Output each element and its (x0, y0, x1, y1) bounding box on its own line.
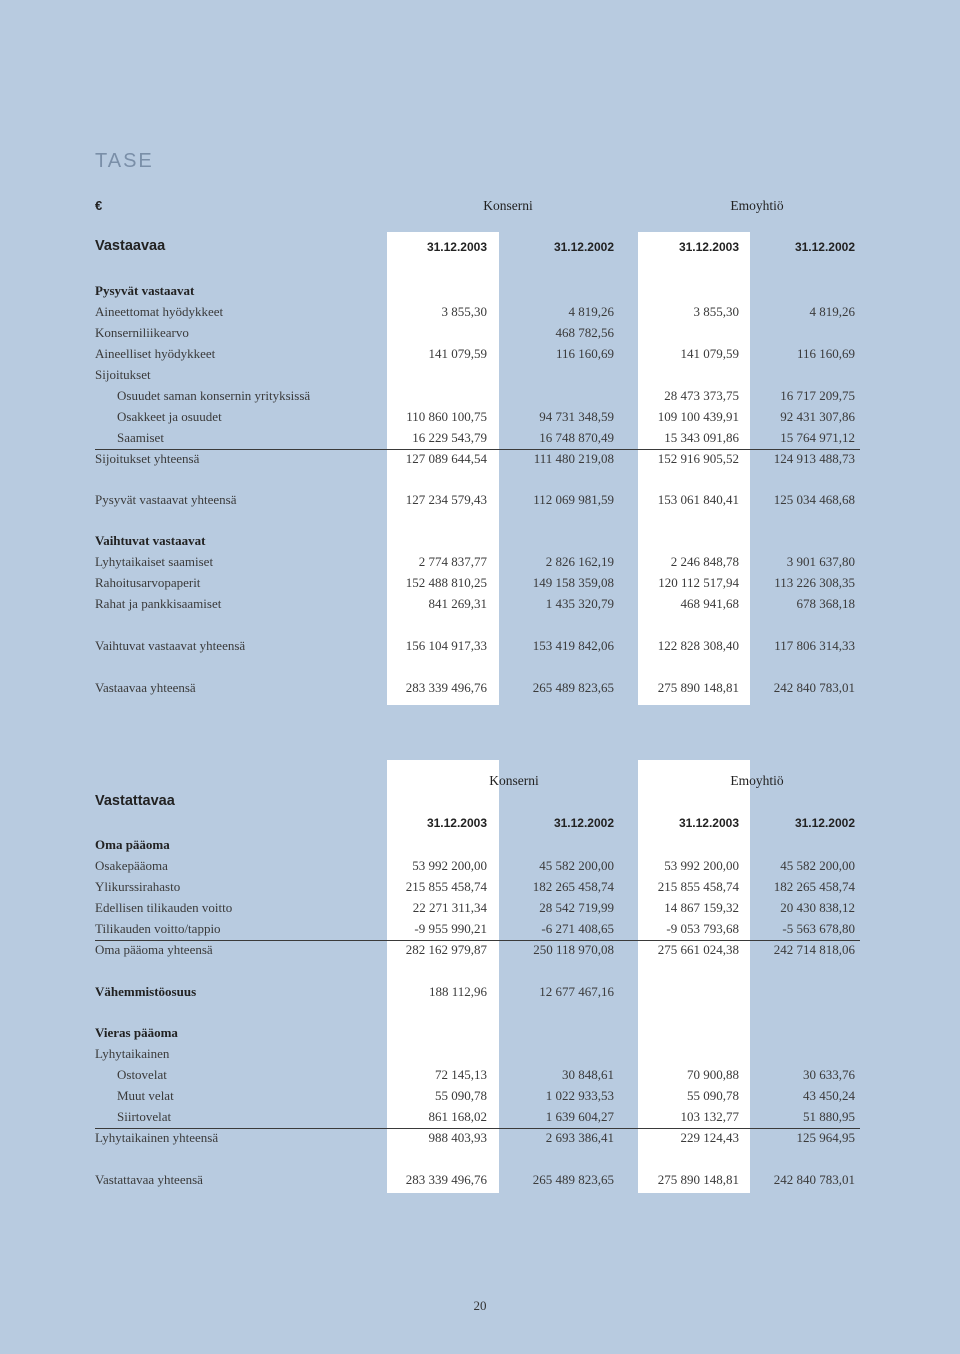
row-label: Rahoitusarvopaperit (95, 575, 201, 590)
row-value: 141 079,59 (428, 346, 487, 361)
row-value: 28 542 719,99 (539, 900, 614, 915)
table-row (95, 596, 860, 617)
table-row (95, 367, 860, 388)
row-value: 988 403,93 (428, 1130, 487, 1145)
row-value: 92 431 307,86 (780, 409, 855, 424)
page-number: 20 (473, 1298, 487, 1313)
row-value: 12 677 467,16 (539, 984, 614, 999)
row-value: 45 582 200,00 (539, 858, 614, 873)
row-value: 275 890 148,81 (657, 680, 739, 695)
row-value: 678 368,18 (796, 596, 855, 611)
row-value: 468 941,68 (680, 596, 739, 611)
row-label: Vastattavaa yhteensä (95, 1172, 203, 1187)
table-row (95, 533, 860, 554)
row-value: -5 563 678,80 (782, 921, 855, 936)
row-value: 125 034 468,68 (773, 492, 855, 507)
table-row (95, 1046, 860, 1067)
date-header: 31.12.2002 (553, 240, 614, 254)
row-value: 45 582 200,00 (780, 858, 855, 873)
currency-symbol: € (95, 198, 103, 213)
row-value: 120 112 517,94 (658, 575, 739, 590)
date-header: 31.12.2003 (426, 240, 487, 254)
row-value: 242 840 783,01 (773, 1172, 855, 1187)
row-value: 1 022 933,53 (545, 1088, 614, 1103)
row-value: 152 916 905,52 (657, 451, 739, 466)
row-value: 1 435 320,79 (545, 596, 614, 611)
row-value: 20 430 838,12 (780, 900, 855, 915)
row-value: 16 717 209,75 (780, 388, 855, 403)
row-value: 188 112,96 (428, 984, 487, 999)
table-row (95, 921, 860, 942)
row-value: 16 229 543,79 (412, 430, 487, 445)
page-title: TASE (95, 150, 154, 172)
row-value: 109 100 439,91 (657, 409, 739, 424)
row-label: Vastaavaa yhteensä (95, 680, 196, 695)
row-value: -9 053 793,68 (666, 921, 739, 936)
table-row (95, 325, 860, 346)
row-value: 141 079,59 (680, 346, 739, 361)
row-value: 117 806 314,33 (774, 638, 855, 653)
row-label: Vieras pääoma (95, 1025, 178, 1040)
row-value: 283 339 496,76 (405, 1172, 487, 1187)
group-header-emoyhtio: Emoyhtiö (730, 773, 784, 788)
row-value: 282 162 979,87 (405, 942, 487, 957)
row-value: 3 855,30 (693, 304, 739, 319)
row-value: 72 145,13 (435, 1067, 487, 1082)
row-value: 3 901 637,80 (786, 554, 855, 569)
row-label: Ylikurssirahasto (95, 879, 181, 894)
row-label: Pysyvät vastaavat yhteensä (95, 492, 237, 507)
table-row (95, 1025, 860, 1046)
row-value: 182 265 458,74 (532, 879, 614, 894)
row-value: 229 124,43 (680, 1130, 739, 1145)
date-header: 31.12.2003 (678, 816, 739, 830)
row-value: 152 488 810,25 (405, 575, 487, 590)
row-label: Tilikauden voitto/tappio (95, 921, 221, 936)
row-label: Aineettomat hyödykkeet (95, 304, 224, 319)
row-value: 2 774 837,77 (418, 554, 487, 569)
row-label: Vaihtuvat vastaavat (95, 533, 206, 548)
table-row (95, 388, 860, 409)
row-label: Aineelliset hyödykkeet (95, 346, 216, 361)
row-label: Osuudet saman konsernin yrityksissä (117, 388, 311, 403)
row-value: 153 061 840,41 (657, 492, 739, 507)
row-value: 125 964,95 (796, 1130, 855, 1145)
table-row (95, 680, 860, 701)
row-value: 51 880,95 (803, 1109, 855, 1124)
row-value: 215 855 458,74 (405, 879, 487, 894)
row-label: Edellisen tilikauden voitto (95, 900, 233, 915)
row-value: 53 992 200,00 (412, 858, 487, 873)
row-label: Saamiset (117, 430, 164, 445)
table-row (95, 1109, 860, 1130)
row-value: 2 246 848,78 (670, 554, 739, 569)
row-label: Ostovelat (117, 1067, 167, 1082)
group-header-emoyhtio: Emoyhtiö (730, 198, 784, 213)
row-value: 122 828 308,40 (657, 638, 739, 653)
table-row (95, 283, 860, 304)
table-row (95, 1067, 860, 1088)
row-label: Osakepääoma (95, 858, 168, 873)
row-value: 861 168,02 (428, 1109, 487, 1124)
row-label: Sijoitukset (95, 367, 151, 382)
table-row (95, 430, 860, 451)
row-label: Sijoitukset yhteensä (95, 451, 200, 466)
date-header: 31.12.2003 (426, 816, 487, 830)
table-row (95, 1130, 860, 1151)
row-value: 182 265 458,74 (773, 879, 855, 894)
row-value: 153 419 842,06 (532, 638, 614, 653)
table-row (95, 346, 860, 367)
row-value: 127 089 644,54 (405, 451, 487, 466)
row-value: 55 090,78 (687, 1088, 739, 1103)
row-value: 111 480 219,08 (533, 451, 614, 466)
row-value: 113 226 308,35 (774, 575, 855, 590)
table-row (95, 984, 860, 1005)
row-value: 116 160,69 (555, 346, 614, 361)
row-label: Lyhytaikaiset saamiset (95, 554, 214, 569)
row-label: Oma pääoma yhteensä (95, 942, 213, 957)
row-value: 283 339 496,76 (405, 680, 487, 695)
row-value: 3 855,30 (441, 304, 487, 319)
row-value: 156 104 917,33 (405, 638, 487, 653)
row-value: 14 867 159,32 (664, 900, 739, 915)
row-value: 43 450,24 (803, 1088, 855, 1103)
table-row (95, 1172, 860, 1193)
row-value: 124 913 488,73 (773, 451, 855, 466)
row-value: 22 271 311,34 (412, 900, 487, 915)
section-title-vastattavaa: Vastattavaa (95, 793, 175, 809)
row-value: -9 955 990,21 (414, 921, 487, 936)
row-value: 2 693 386,41 (545, 1130, 614, 1145)
row-label: Rahat ja pankkisaamiset (95, 596, 222, 611)
row-value: 215 855 458,74 (657, 879, 739, 894)
row-label: Lyhytaikainen yhteensä (95, 1130, 219, 1145)
date-header: 31.12.2002 (553, 816, 614, 830)
row-value: 15 764 971,12 (780, 430, 855, 445)
row-value: 841 269,31 (428, 596, 487, 611)
table-row (95, 879, 860, 900)
row-value: 28 473 373,75 (664, 388, 739, 403)
row-value: 30 633,76 (803, 1067, 855, 1082)
table-row (95, 409, 860, 430)
table-row (95, 492, 860, 513)
row-value: 4 819,26 (809, 304, 855, 319)
row-value: 30 848,61 (562, 1067, 614, 1082)
table-row (95, 638, 860, 659)
row-value: 112 069 981,59 (533, 492, 614, 507)
table-row (95, 942, 860, 963)
row-value: 55 090,78 (435, 1088, 487, 1103)
row-value: 468 782,56 (555, 325, 614, 340)
row-value: 127 234 579,43 (405, 492, 487, 507)
row-value: 2 826 162,19 (545, 554, 614, 569)
row-value: 110 860 100,75 (406, 409, 487, 424)
group-header-konserni: Konserni (483, 198, 533, 213)
row-value: 275 661 024,38 (657, 942, 739, 957)
date-header: 31.12.2002 (794, 240, 855, 254)
row-value: 275 890 148,81 (657, 1172, 739, 1187)
row-value: 242 840 783,01 (773, 680, 855, 695)
row-label: Vaihtuvat vastaavat yhteensä (95, 638, 246, 653)
row-value: 53 992 200,00 (664, 858, 739, 873)
row-value: 242 714 818,06 (773, 942, 855, 957)
row-value: 149 158 359,08 (532, 575, 614, 590)
row-label: Konserniliikearvo (95, 325, 189, 340)
row-value: 94 731 348,59 (539, 409, 614, 424)
row-label: Vähemmistöosuus (95, 984, 197, 999)
section-title-vastaavaa: Vastaavaa (95, 238, 166, 254)
row-value: 15 343 091,86 (664, 430, 739, 445)
table-row (95, 900, 860, 921)
row-label: Osakkeet ja osuudet (117, 409, 222, 424)
row-value: 4 819,26 (568, 304, 614, 319)
row-label: Oma pääoma (95, 837, 170, 852)
row-value: 265 489 823,65 (532, 1172, 614, 1187)
row-label: Siirtovelat (117, 1109, 172, 1124)
date-header: 31.12.2003 (678, 240, 739, 254)
table-row (95, 1088, 860, 1109)
table-row (95, 575, 860, 596)
group-header-konserni: Konserni (489, 773, 539, 788)
row-value: 1 639 604,27 (545, 1109, 614, 1124)
row-label: Muut velat (117, 1088, 174, 1103)
row-label: Lyhytaikainen (95, 1046, 170, 1061)
row-value: 70 900,88 (687, 1067, 739, 1082)
row-value: 250 118 970,08 (533, 942, 614, 957)
table-row (95, 554, 860, 575)
row-value: 103 132,77 (680, 1109, 739, 1124)
table-row (95, 858, 860, 879)
row-value: 116 160,69 (796, 346, 855, 361)
row-value: 265 489 823,65 (532, 680, 614, 695)
table-row (95, 451, 860, 472)
table-row (95, 837, 860, 858)
date-header: 31.12.2002 (794, 816, 855, 830)
row-value: 16 748 870,49 (539, 430, 614, 445)
table-row (95, 304, 860, 325)
row-value: -6 271 408,65 (541, 921, 614, 936)
row-label: Pysyvät vastaavat (95, 283, 195, 298)
